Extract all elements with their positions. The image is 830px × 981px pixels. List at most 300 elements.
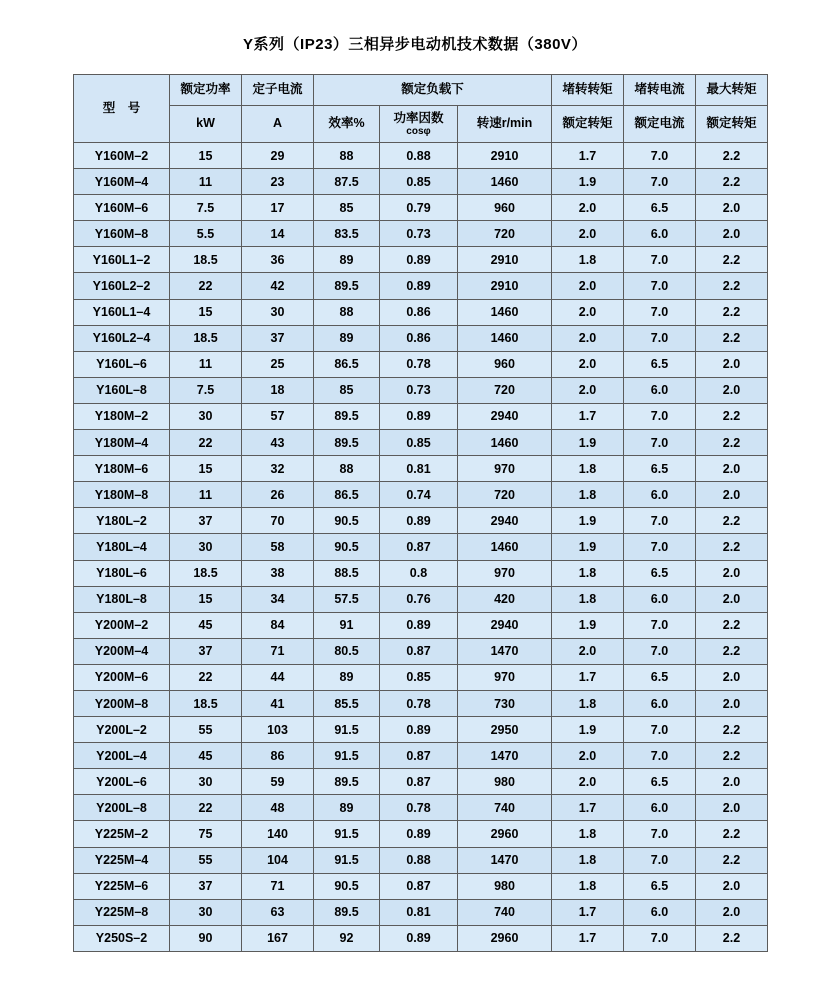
cell-max-torque: 2.0 <box>696 664 768 690</box>
cell-efficiency: 89 <box>314 325 380 351</box>
header-row-bottom <box>74 106 768 143</box>
cell-current: 70 <box>242 508 314 534</box>
table-row <box>74 325 768 351</box>
cell-power-factor: 0.88 <box>380 847 458 873</box>
col-header-locked-current-bottom: 额定电流 <box>624 106 696 143</box>
table-row <box>74 664 768 690</box>
cell-locked-torque: 2.0 <box>552 769 624 795</box>
cell-power: 90 <box>170 925 242 951</box>
cell-current: 32 <box>242 456 314 482</box>
cell-model: Y160M–8 <box>74 221 170 247</box>
cell-power: 37 <box>170 508 242 534</box>
cell-max-torque: 2.0 <box>696 586 768 612</box>
cell-locked-current: 7.0 <box>624 821 696 847</box>
cell-locked-current: 7.0 <box>624 717 696 743</box>
cell-locked-current: 7.0 <box>624 847 696 873</box>
cell-locked-torque: 2.0 <box>552 325 624 351</box>
cell-power: 7.5 <box>170 195 242 221</box>
cell-max-torque: 2.2 <box>696 508 768 534</box>
cell-speed: 1460 <box>458 299 552 325</box>
cell-speed: 2940 <box>458 403 552 429</box>
cell-locked-current: 7.0 <box>624 925 696 951</box>
cell-speed: 1460 <box>458 325 552 351</box>
cell-efficiency: 85 <box>314 195 380 221</box>
col-header-locked-current-top: 堵转电流 <box>624 75 696 106</box>
cell-power-factor: 0.78 <box>380 795 458 821</box>
cell-efficiency: 80.5 <box>314 638 380 664</box>
cell-power: 55 <box>170 847 242 873</box>
cell-locked-torque: 1.9 <box>552 508 624 534</box>
cell-speed: 1470 <box>458 743 552 769</box>
cell-efficiency: 91.5 <box>314 743 380 769</box>
cell-locked-torque: 1.8 <box>552 586 624 612</box>
cell-max-torque: 2.0 <box>696 899 768 925</box>
cell-current: 34 <box>242 586 314 612</box>
cell-power: 45 <box>170 743 242 769</box>
cell-locked-torque: 1.7 <box>552 143 624 169</box>
cell-power-factor: 0.85 <box>380 169 458 195</box>
table-row <box>74 247 768 273</box>
cell-model: Y180M–2 <box>74 403 170 429</box>
cell-power: 11 <box>170 482 242 508</box>
cell-locked-torque: 1.9 <box>552 169 624 195</box>
cell-power: 5.5 <box>170 221 242 247</box>
cell-locked-current: 6.0 <box>624 795 696 821</box>
cell-max-torque: 2.2 <box>696 299 768 325</box>
table-row <box>74 899 768 925</box>
cell-model: Y200M–8 <box>74 690 170 716</box>
cell-efficiency: 91 <box>314 612 380 638</box>
cell-current: 59 <box>242 769 314 795</box>
page-title: Y系列（IP23）三相异步电动机技术数据（380V） <box>243 36 587 53</box>
cell-max-torque: 2.0 <box>696 377 768 403</box>
cell-model: Y200M–4 <box>74 638 170 664</box>
cell-power-factor: 0.89 <box>380 273 458 299</box>
cell-model: Y225M–4 <box>74 847 170 873</box>
cell-locked-current: 6.0 <box>624 377 696 403</box>
table-row <box>74 482 768 508</box>
table-row <box>74 143 768 169</box>
cell-current: 71 <box>242 638 314 664</box>
col-header-rated-load-group: 额定负载下 <box>314 75 552 106</box>
cell-power-factor: 0.79 <box>380 195 458 221</box>
cell-current: 63 <box>242 899 314 925</box>
cell-speed: 960 <box>458 351 552 377</box>
table-row <box>74 508 768 534</box>
cell-efficiency: 90.5 <box>314 873 380 899</box>
table-row <box>74 273 768 299</box>
cell-efficiency: 86.5 <box>314 482 380 508</box>
cell-power-factor: 0.89 <box>380 508 458 534</box>
cell-locked-current: 7.0 <box>624 143 696 169</box>
cell-locked-current: 6.5 <box>624 195 696 221</box>
cell-efficiency: 89.5 <box>314 403 380 429</box>
cell-power-factor: 0.81 <box>380 456 458 482</box>
cell-locked-current: 6.5 <box>624 456 696 482</box>
cell-locked-current: 6.0 <box>624 482 696 508</box>
cell-locked-current: 7.0 <box>624 638 696 664</box>
cell-efficiency: 57.5 <box>314 586 380 612</box>
cell-speed: 740 <box>458 795 552 821</box>
cell-locked-torque: 1.7 <box>552 664 624 690</box>
cell-speed: 2910 <box>458 247 552 273</box>
table-row <box>74 456 768 482</box>
cell-model: Y200M–6 <box>74 664 170 690</box>
cell-max-torque: 2.0 <box>696 351 768 377</box>
cell-power: 11 <box>170 169 242 195</box>
cell-model: Y180L–4 <box>74 534 170 560</box>
table-row <box>74 377 768 403</box>
cell-locked-current: 6.0 <box>624 586 696 612</box>
cell-max-torque: 2.0 <box>696 873 768 899</box>
table-head <box>74 75 768 143</box>
cell-model: Y160M–6 <box>74 195 170 221</box>
cell-efficiency: 89.5 <box>314 430 380 456</box>
cell-power-factor: 0.89 <box>380 403 458 429</box>
cell-power: 30 <box>170 769 242 795</box>
cell-efficiency: 89 <box>314 247 380 273</box>
cell-power-factor: 0.89 <box>380 612 458 638</box>
cell-locked-torque: 1.8 <box>552 873 624 899</box>
cell-current: 42 <box>242 273 314 299</box>
cell-max-torque: 2.0 <box>696 195 768 221</box>
cell-speed: 420 <box>458 586 552 612</box>
cell-locked-torque: 1.8 <box>552 482 624 508</box>
cell-power-factor: 0.89 <box>380 925 458 951</box>
cell-speed: 2910 <box>458 273 552 299</box>
cell-power: 22 <box>170 273 242 299</box>
cell-locked-torque: 2.0 <box>552 299 624 325</box>
cell-power: 15 <box>170 143 242 169</box>
cell-power: 18.5 <box>170 690 242 716</box>
cell-current: 86 <box>242 743 314 769</box>
cell-max-torque: 2.0 <box>696 221 768 247</box>
cell-max-torque: 2.2 <box>696 325 768 351</box>
cell-power-factor: 0.87 <box>380 743 458 769</box>
cell-max-torque: 2.0 <box>696 769 768 795</box>
cell-current: 18 <box>242 377 314 403</box>
cell-speed: 2950 <box>458 717 552 743</box>
cell-speed: 970 <box>458 664 552 690</box>
cell-efficiency: 89 <box>314 795 380 821</box>
cell-model: Y180L–8 <box>74 586 170 612</box>
table-row <box>74 430 768 456</box>
cell-current: 14 <box>242 221 314 247</box>
cell-current: 48 <box>242 795 314 821</box>
cell-efficiency: 89.5 <box>314 273 380 299</box>
cell-locked-current: 6.5 <box>624 769 696 795</box>
cell-locked-torque: 1.9 <box>552 534 624 560</box>
cell-max-torque: 2.2 <box>696 717 768 743</box>
cell-power-factor: 0.78 <box>380 351 458 377</box>
table-row <box>74 873 768 899</box>
cell-current: 29 <box>242 143 314 169</box>
cell-power: 15 <box>170 299 242 325</box>
cell-power: 18.5 <box>170 325 242 351</box>
cell-model: Y180M–8 <box>74 482 170 508</box>
cell-locked-torque: 2.0 <box>552 273 624 299</box>
cell-power-factor: 0.87 <box>380 638 458 664</box>
table-row <box>74 534 768 560</box>
cell-locked-current: 6.5 <box>624 351 696 377</box>
cell-max-torque: 2.2 <box>696 169 768 195</box>
cell-locked-current: 7.0 <box>624 299 696 325</box>
cell-model: Y225M–8 <box>74 899 170 925</box>
cell-power: 75 <box>170 821 242 847</box>
cell-model: Y200L–8 <box>74 795 170 821</box>
cell-power: 22 <box>170 664 242 690</box>
cell-locked-current: 7.0 <box>624 273 696 299</box>
cell-locked-current: 7.0 <box>624 430 696 456</box>
cell-power: 30 <box>170 403 242 429</box>
power-factor-sublabel: cosφ <box>406 126 431 137</box>
cell-current: 58 <box>242 534 314 560</box>
cell-locked-torque: 2.0 <box>552 743 624 769</box>
cell-current: 84 <box>242 612 314 638</box>
cell-current: 57 <box>242 403 314 429</box>
col-header-power-unit: kW <box>170 106 242 143</box>
cell-efficiency: 92 <box>314 925 380 951</box>
cell-max-torque: 2.2 <box>696 273 768 299</box>
cell-efficiency: 88 <box>314 299 380 325</box>
table-row <box>74 612 768 638</box>
cell-power: 11 <box>170 351 242 377</box>
table-row <box>74 690 768 716</box>
cell-power-factor: 0.73 <box>380 221 458 247</box>
cell-efficiency: 88 <box>314 143 380 169</box>
cell-power-factor: 0.78 <box>380 690 458 716</box>
col-header-power-factor <box>380 106 458 143</box>
cell-current: 103 <box>242 717 314 743</box>
cell-power-factor: 0.89 <box>380 717 458 743</box>
cell-max-torque: 2.0 <box>696 795 768 821</box>
cell-power-factor: 0.89 <box>380 821 458 847</box>
cell-current: 37 <box>242 325 314 351</box>
cell-locked-current: 6.5 <box>624 560 696 586</box>
table-row <box>74 769 768 795</box>
table-row <box>74 221 768 247</box>
table-row <box>74 351 768 377</box>
cell-power: 22 <box>170 795 242 821</box>
cell-locked-current: 6.0 <box>624 899 696 925</box>
cell-speed: 970 <box>458 560 552 586</box>
cell-efficiency: 88 <box>314 456 380 482</box>
cell-power: 37 <box>170 638 242 664</box>
table-row <box>74 586 768 612</box>
cell-efficiency: 88.5 <box>314 560 380 586</box>
col-header-stator-current: 定子电流 <box>242 75 314 106</box>
cell-max-torque: 2.0 <box>696 560 768 586</box>
cell-efficiency: 89.5 <box>314 899 380 925</box>
cell-locked-torque: 1.8 <box>552 690 624 716</box>
cell-locked-current: 6.5 <box>624 873 696 899</box>
cell-efficiency: 85 <box>314 377 380 403</box>
cell-speed: 720 <box>458 221 552 247</box>
cell-power: 15 <box>170 456 242 482</box>
cell-locked-current: 7.0 <box>624 403 696 429</box>
cell-max-torque: 2.2 <box>696 403 768 429</box>
table-row <box>74 195 768 221</box>
cell-locked-current: 6.5 <box>624 664 696 690</box>
cell-model: Y160M–4 <box>74 169 170 195</box>
cell-model: Y160L2–2 <box>74 273 170 299</box>
cell-power: 30 <box>170 899 242 925</box>
cell-power: 15 <box>170 586 242 612</box>
col-header-current-unit: A <box>242 106 314 143</box>
table-row <box>74 403 768 429</box>
cell-current: 71 <box>242 873 314 899</box>
cell-current: 104 <box>242 847 314 873</box>
cell-locked-torque: 1.8 <box>552 247 624 273</box>
table-row <box>74 717 768 743</box>
cell-max-torque: 2.2 <box>696 638 768 664</box>
cell-speed: 1460 <box>458 169 552 195</box>
cell-model: Y160L2–4 <box>74 325 170 351</box>
cell-max-torque: 2.2 <box>696 534 768 560</box>
cell-power: 22 <box>170 430 242 456</box>
cell-efficiency: 86.5 <box>314 351 380 377</box>
cell-locked-torque: 2.0 <box>552 351 624 377</box>
cell-current: 140 <box>242 821 314 847</box>
cell-speed: 720 <box>458 482 552 508</box>
col-header-max-torque-top: 最大转矩 <box>696 75 768 106</box>
col-header-rated-power: 额定功率 <box>170 75 242 106</box>
cell-power: 18.5 <box>170 247 242 273</box>
cell-power-factor: 0.88 <box>380 143 458 169</box>
cell-locked-current: 7.0 <box>624 325 696 351</box>
cell-model: Y200M–2 <box>74 612 170 638</box>
cell-model: Y200L–4 <box>74 743 170 769</box>
cell-speed: 720 <box>458 377 552 403</box>
cell-current: 17 <box>242 195 314 221</box>
cell-power: 30 <box>170 534 242 560</box>
table-row <box>74 795 768 821</box>
cell-locked-current: 7.0 <box>624 508 696 534</box>
cell-model: Y180L–6 <box>74 560 170 586</box>
cell-power: 45 <box>170 612 242 638</box>
col-header-speed: 转速r/min <box>458 106 552 143</box>
cell-locked-current: 7.0 <box>624 743 696 769</box>
col-header-model: 型 号 <box>74 75 170 143</box>
spec-table-container <box>0 74 830 952</box>
cell-speed: 960 <box>458 195 552 221</box>
cell-model: Y200L–6 <box>74 769 170 795</box>
cell-speed: 970 <box>458 456 552 482</box>
cell-locked-torque: 1.9 <box>552 717 624 743</box>
cell-locked-torque: 1.7 <box>552 899 624 925</box>
cell-efficiency: 91.5 <box>314 847 380 873</box>
table-row <box>74 169 768 195</box>
table-row <box>74 925 768 951</box>
table-row <box>74 743 768 769</box>
cell-locked-torque: 2.0 <box>552 638 624 664</box>
table-body <box>74 143 768 952</box>
cell-max-torque: 2.2 <box>696 612 768 638</box>
cell-power-factor: 0.8 <box>380 560 458 586</box>
cell-locked-torque: 1.9 <box>552 612 624 638</box>
cell-speed: 2940 <box>458 612 552 638</box>
cell-power: 37 <box>170 873 242 899</box>
cell-speed: 980 <box>458 873 552 899</box>
cell-efficiency: 83.5 <box>314 221 380 247</box>
cell-model: Y160L–6 <box>74 351 170 377</box>
cell-model: Y180M–4 <box>74 430 170 456</box>
cell-power-factor: 0.74 <box>380 482 458 508</box>
col-header-efficiency: 效率% <box>314 106 380 143</box>
cell-locked-torque: 1.7 <box>552 795 624 821</box>
cell-power-factor: 0.87 <box>380 534 458 560</box>
cell-speed: 2960 <box>458 821 552 847</box>
cell-locked-torque: 1.8 <box>552 821 624 847</box>
cell-power: 18.5 <box>170 560 242 586</box>
cell-efficiency: 89.5 <box>314 769 380 795</box>
cell-max-torque: 2.2 <box>696 821 768 847</box>
cell-max-torque: 2.2 <box>696 143 768 169</box>
table-row <box>74 299 768 325</box>
cell-current: 41 <box>242 690 314 716</box>
cell-current: 36 <box>242 247 314 273</box>
cell-current: 25 <box>242 351 314 377</box>
cell-max-torque: 2.2 <box>696 847 768 873</box>
cell-locked-torque: 1.8 <box>552 560 624 586</box>
cell-model: Y180L–2 <box>74 508 170 534</box>
cell-efficiency: 90.5 <box>314 508 380 534</box>
cell-model: Y225M–2 <box>74 821 170 847</box>
cell-model: Y160M–2 <box>74 143 170 169</box>
cell-power-factor: 0.73 <box>380 377 458 403</box>
cell-speed: 1460 <box>458 430 552 456</box>
cell-current: 44 <box>242 664 314 690</box>
cell-locked-torque: 2.0 <box>552 377 624 403</box>
cell-efficiency: 91.5 <box>314 821 380 847</box>
cell-power: 55 <box>170 717 242 743</box>
cell-efficiency: 87.5 <box>314 169 380 195</box>
cell-current: 167 <box>242 925 314 951</box>
cell-max-torque: 2.0 <box>696 482 768 508</box>
cell-power-factor: 0.89 <box>380 247 458 273</box>
cell-locked-current: 7.0 <box>624 169 696 195</box>
cell-power-factor: 0.85 <box>380 664 458 690</box>
power-factor-label: 功率因数 <box>393 111 444 125</box>
cell-max-torque: 2.2 <box>696 743 768 769</box>
cell-efficiency: 90.5 <box>314 534 380 560</box>
cell-power-factor: 0.86 <box>380 325 458 351</box>
cell-locked-torque: 2.0 <box>552 195 624 221</box>
cell-speed: 2960 <box>458 925 552 951</box>
cell-locked-torque: 1.9 <box>552 430 624 456</box>
header-row-top <box>74 75 768 106</box>
table-row <box>74 847 768 873</box>
cell-efficiency: 89 <box>314 664 380 690</box>
cell-locked-current: 7.0 <box>624 612 696 638</box>
cell-speed: 740 <box>458 899 552 925</box>
cell-power-factor: 0.85 <box>380 430 458 456</box>
cell-current: 30 <box>242 299 314 325</box>
cell-model: Y160L–8 <box>74 377 170 403</box>
cell-speed: 980 <box>458 769 552 795</box>
cell-max-torque: 2.0 <box>696 456 768 482</box>
cell-speed: 2910 <box>458 143 552 169</box>
cell-power: 7.5 <box>170 377 242 403</box>
table-row <box>74 560 768 586</box>
cell-max-torque: 2.2 <box>696 925 768 951</box>
cell-model: Y160L1–4 <box>74 299 170 325</box>
cell-current: 23 <box>242 169 314 195</box>
cell-speed: 730 <box>458 690 552 716</box>
cell-power-factor: 0.76 <box>380 586 458 612</box>
cell-current: 38 <box>242 560 314 586</box>
cell-current: 43 <box>242 430 314 456</box>
